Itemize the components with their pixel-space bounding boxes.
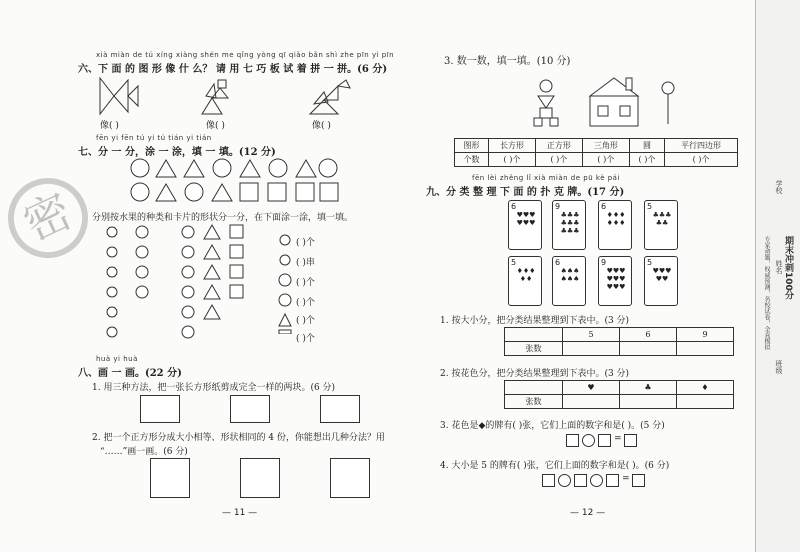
suit-header-heart: ♥ [563, 381, 620, 395]
card-4: 5 ♣♣♣♣♣ [644, 200, 678, 250]
tangram-figures [92, 76, 352, 116]
eq2-box-2[interactable] [574, 474, 587, 487]
suit-cell-heart[interactable] [563, 395, 620, 409]
size-cell-5[interactable] [563, 342, 620, 356]
eq2-op-2[interactable] [590, 474, 603, 487]
card-2: 9 ♣♣♣♣♣♣♣♣♣ [552, 200, 586, 250]
count-cell-triangle[interactable]: ( )个 [582, 153, 629, 167]
q8-sub2-line2: “……”画一画。(6 分) [100, 447, 188, 457]
header-square: 正方形 [535, 139, 582, 153]
square-3 [330, 458, 370, 498]
count-cell-square[interactable]: ( )个 [535, 153, 582, 167]
binding-margin [755, 0, 800, 552]
q8-sub1: 1. 用三种方法，把一张长方形纸剪成完全一样的两块。(6 分) [92, 383, 336, 393]
count-cell-circle[interactable]: ( )个 [629, 153, 664, 167]
eq2-box-3[interactable] [606, 474, 619, 487]
header-rectangle: 长方形 [488, 139, 535, 153]
count-cell-rectangle[interactable]: ( )个 [488, 153, 535, 167]
row-label-count: 个数 [455, 153, 489, 167]
q7-pinyin: fēn yi fēn tú yi tú tián yi tián [96, 134, 212, 142]
fruit-cards [130, 158, 340, 204]
tally-watermelon: ( )个 [296, 278, 315, 288]
page-number-right: — 12 — [570, 508, 606, 518]
secret-stamp: 密 [0, 165, 101, 271]
eq1-result[interactable] [624, 434, 637, 447]
size-header-6: 6 [620, 328, 677, 342]
card-3: 6 ♦♦♦♦♦♦ [598, 200, 632, 250]
suit-header-club: ♣ [620, 381, 677, 395]
page-number-left: — 11 — [222, 508, 258, 518]
card-6: 6 ♠♠♠♠♠♠ [552, 256, 586, 306]
shape-picture [528, 74, 688, 132]
header-shape: 图形 [455, 139, 489, 153]
q8-pinyin: huà yi huà [96, 355, 138, 363]
q7-title: 七、分 一 分，涂 一 涂，填 一 填。(12 分) [78, 147, 276, 158]
eq1-box-2[interactable] [598, 434, 611, 447]
card-5: 5 ♦♦♦♦♦ [508, 256, 542, 306]
eq2-op-1[interactable] [558, 474, 571, 487]
tally-square: ( )个 [296, 334, 315, 344]
eq2-result[interactable] [632, 474, 645, 487]
q9-sub4: 4. 大小是 5 的牌有( )张，它们上面的数字和是( )。(6 分) [440, 461, 670, 471]
field-class: 班级 [775, 360, 783, 374]
eq1-op-1[interactable] [582, 434, 595, 447]
tally-circle: ( )个 [296, 298, 315, 308]
suit-header-diamond: ♦ [677, 381, 734, 395]
eq1-equals: = [614, 434, 622, 444]
tally-triangle: ( )个 [296, 316, 315, 326]
q3-title: 3. 数一数，填一填。(10 分) [444, 56, 571, 67]
field-name: 姓名 [775, 260, 783, 274]
suit-row-label: 张数 [505, 395, 563, 409]
rectangle-1 [140, 395, 180, 423]
q7-instruction: 分别按水果的种类和卡片的形状分一分，在下面涂一涂，填一填。 [92, 213, 354, 223]
q8-sub2-line1: 2. 把一个正方形分成大小相等、形状相同的 4 份，你能想出几种分法？用 [92, 433, 385, 443]
tally-icons [278, 234, 292, 334]
card-8: 5 ♥♥♥♥♥ [644, 256, 678, 306]
square-1 [150, 458, 190, 498]
tally-grape: ( )串 [296, 258, 315, 268]
header-triangle: 三角形 [582, 139, 629, 153]
card-7: 9 ♥♥♥♥♥♥♥♥♥ [598, 256, 632, 306]
right-page [400, 0, 755, 552]
q9-sub1: 1. 按大小分，把分类结果整理到下表中。(3 分) [440, 316, 630, 326]
q6-answer-2: 像( ) [206, 121, 225, 131]
eq1-box-1[interactable] [566, 434, 579, 447]
eq2-equals: = [622, 474, 630, 484]
suit-cell-club[interactable] [620, 395, 677, 409]
brand-name: 期末冲刺100分 [783, 236, 793, 300]
size-header-9: 9 [677, 328, 734, 342]
q8-title: 八、画 一 画。(22 分) [78, 368, 182, 379]
suit-table [504, 380, 734, 409]
rectangle-2 [230, 395, 270, 423]
q6-answer-3: 像( ) [312, 121, 331, 131]
size-cell-9[interactable] [677, 342, 734, 356]
card-1: 6 ♥♥♥♥♥♥ [508, 200, 542, 250]
eq2-box-1[interactable] [542, 474, 555, 487]
shape-count-table [454, 138, 738, 167]
q6-title: 六、下 面 的 图 形 像 什 么？ 请 用 七 巧 板 试 着 拼 一 拼。(6 分) [78, 64, 388, 75]
square-2 [240, 458, 280, 498]
suit-cell-diamond[interactable] [677, 395, 734, 409]
field-school: 学校 [775, 180, 783, 194]
coloring-grid [100, 222, 250, 342]
tally-apple: ( )个 [296, 238, 315, 248]
header-parallelogram: 平行四边形 [665, 139, 738, 153]
q9-sub2: 2. 按花色分，把分类结果整理到下表中。(3 分) [440, 369, 630, 379]
size-header-5: 5 [563, 328, 620, 342]
q9-sub3: 3. 花色是◆的牌有( )张，它们上面的数字和是( )。(5 分) [440, 421, 665, 431]
brand-slogan: 专家命题，权威预测，名校试卷，全真模拟 [763, 236, 770, 350]
q6-pinyin: xià miàn de tú xíng xiàng shén me qǐng yòng qī qiǎo bǎn shì zhe pīn yi pīn [96, 51, 395, 59]
q6-answer-1: 像( ) [100, 121, 119, 131]
size-row-label: 张数 [505, 342, 563, 356]
header-circle: 圆 [629, 139, 664, 153]
count-cell-parallelogram[interactable]: ( )个 [665, 153, 738, 167]
q9-pinyin: fēn lèi zhěng lǐ xià miàn de pū kè pái [472, 174, 620, 182]
size-table [504, 327, 734, 356]
q9-title: 九、分 类 整 理 下 面 的 扑 克 牌。(17 分) [426, 187, 625, 198]
rectangle-3 [320, 395, 360, 423]
size-cell-6[interactable] [620, 342, 677, 356]
